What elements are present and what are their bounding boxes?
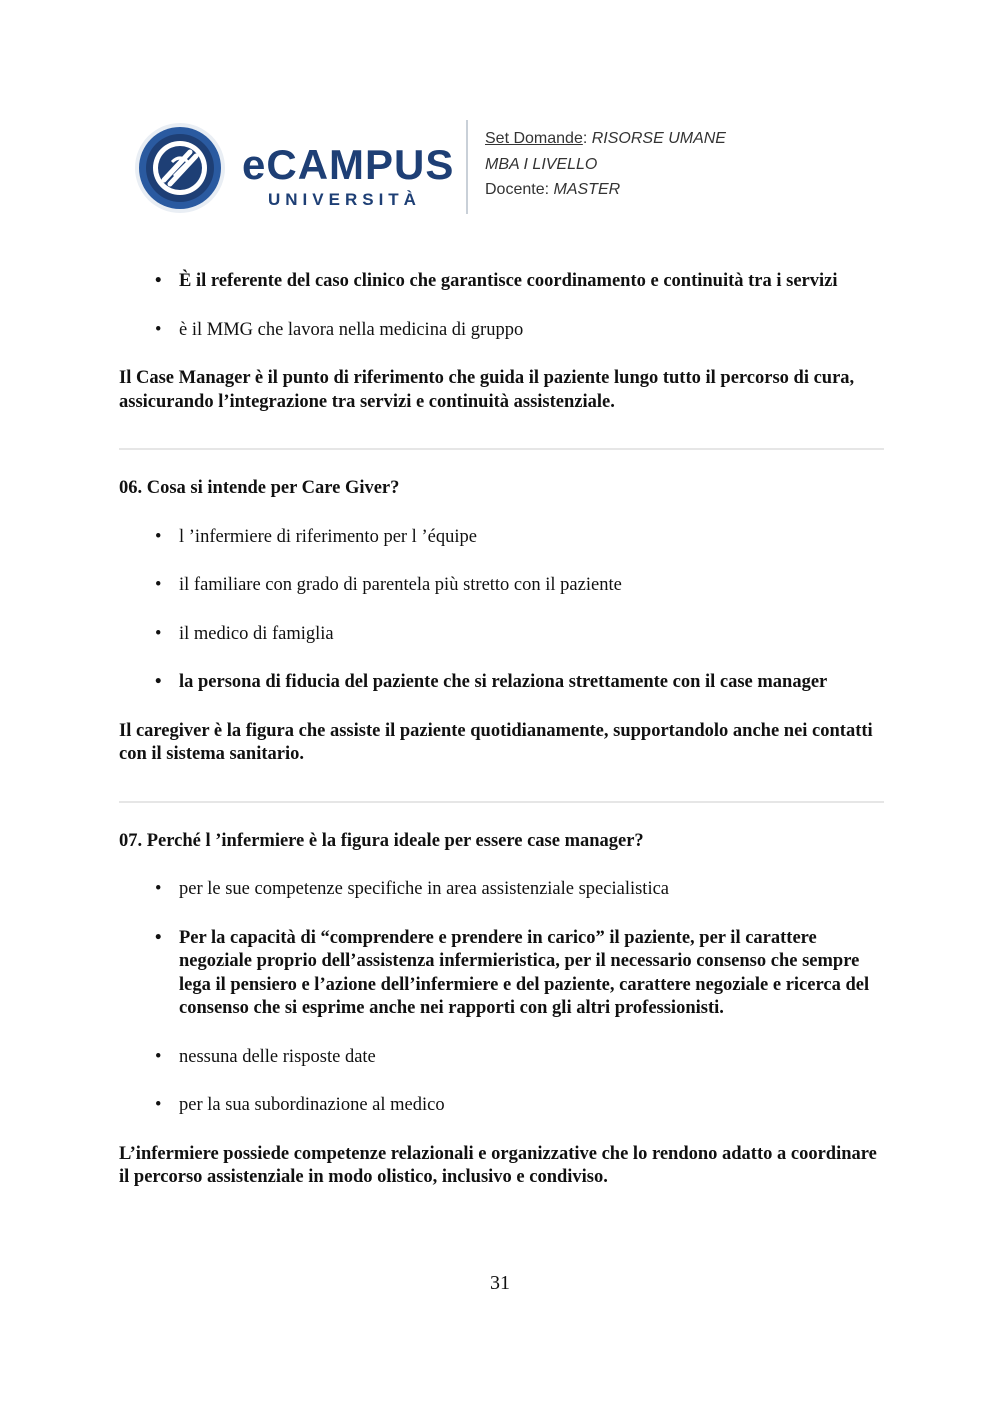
page-header (132, 118, 792, 218)
answer-explanation: L’infermiere possiede competenze relazionali e organizzative che lo rendono adatto a coordinare il percorso assistenziale in modo olistico, inclusivo e condiviso. (119, 1143, 877, 1187)
header-info (485, 126, 726, 203)
answer-list (119, 270, 884, 342)
set-value: RISORSE UMANE (591, 130, 726, 147)
teacher-line (485, 177, 726, 203)
answer-option-correct: • Per la capacità di “comprendere e prendere in carico” il paziente, per il carattere negoziale proprio dell’assistenza infermieristica, per il necessario consenso che sempre lega il pensiero e l’azione dell’infermiere e del paziente, carattere negoziale e ricerca del consenso che si esprime anche nei rapporti con gli altri professionisti. (119, 927, 884, 1021)
answer-option: • per le sue competenze specifiche in area assistenziale specialistica (119, 878, 884, 902)
question-title: 07. Perché l ’infermiere è la figura ideale per essere case manager? (119, 830, 644, 851)
header-divider (466, 120, 468, 214)
page-content (119, 270, 884, 1190)
answer-option: • il familiare con grado di parentela più stretto con il paziente (119, 574, 884, 598)
answer-option: • per la sua subordinazione al medico (119, 1094, 884, 1118)
answer-option: • l ’infermiere di riferimento per l ’équipe (119, 526, 884, 550)
teacher-value: MASTER (553, 181, 621, 198)
question-title: 06. Cosa si intende per Care Giver? (119, 478, 400, 498)
question-separator (119, 448, 884, 450)
teacher-label: Docente: (485, 181, 550, 198)
question-separator (119, 801, 884, 803)
answer-explanation: Il Case Manager è il punto di riferimento che guida il paziente lungo tutto il percorso di cura, assicurando l’integrazione tra servizi e continuità assistenziale. (119, 368, 855, 412)
answer-option-correct: • la persona di fiducia del paziente che si relaziona strettamente con il case manager (119, 671, 884, 695)
answer-option: • il medico di famiglia (119, 623, 884, 647)
set-label: Set Domande (485, 130, 583, 147)
answer-list (119, 526, 884, 695)
course-line: MBA I LIVELLO (485, 155, 598, 173)
answer-option-correct: • È il referente del caso clinico che garantisce coordinamento e continuità tra i servizi (119, 270, 884, 294)
answer-option: • nessuna delle risposte date (119, 1046, 884, 1070)
answer-list (119, 878, 884, 1118)
ecampus-logo-icon (134, 122, 226, 214)
logo-wordmark: eCAMPUS (242, 141, 455, 188)
page-number: 31 (490, 1272, 510, 1294)
answer-explanation: Il caregiver è la figura che assiste il paziente quotidianamente, supportandolo anche nei contatti con il sistema sanitario. (119, 720, 873, 764)
set-line: Set Domande: RISORSE UMANE (485, 130, 726, 147)
answer-option: • è il MMG che lavora nella medicina di gruppo (119, 319, 884, 343)
logo-subtitle: UNIVERSITÀ (268, 190, 421, 209)
